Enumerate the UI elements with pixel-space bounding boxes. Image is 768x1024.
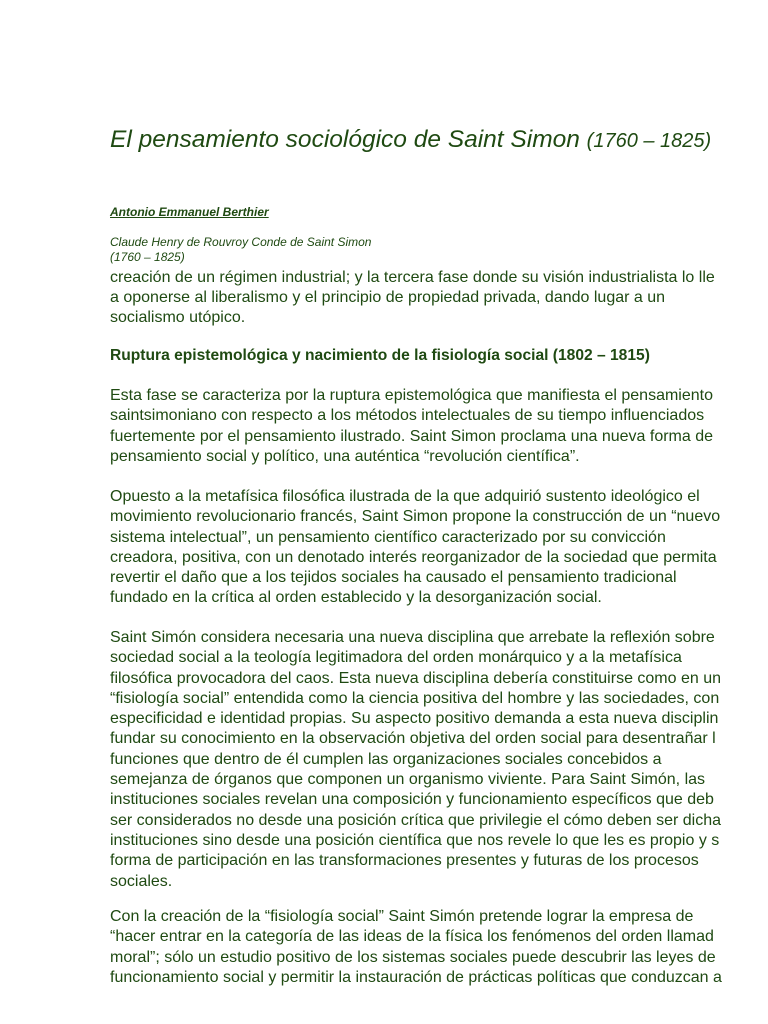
paragraph xyxy=(110,487,720,609)
paragraph xyxy=(110,628,721,892)
text-line: instituciones sino desde una posición científica que nos revele lo que les es propio y s xyxy=(110,831,720,849)
text-line: pensamiento social y político, una auténtica “revolución científica”. xyxy=(110,447,580,465)
author-name: Antonio Emmanuel Berthier xyxy=(110,205,269,219)
paragraph xyxy=(110,907,722,988)
text-line: Opuesto a la metafísica filosófica ilustrada de la que adquirió sustento ideológico el xyxy=(110,488,700,505)
text-line: sistema intelectual”, un pensamiento científico caracterizado por su convicción xyxy=(110,528,666,546)
text-line: creadora, positiva, con un denotado interés reorganizador de la sociedad que permita xyxy=(110,548,717,566)
text-line: “fisiología social” entendida como la ciencia positiva del hombre y las sociedades, con xyxy=(110,689,720,707)
text-line: Saint Simón considera necesaria una nueva disciplina que arrebate la reflexión sobre xyxy=(110,629,715,646)
text-line: forma de participación en las transformaciones presentes y futuras de los procesos xyxy=(110,852,699,870)
text-line: sociales. xyxy=(110,872,173,890)
text-line: funciones que dentro de él cumplen las organizaciones sociales concebidos a xyxy=(110,750,662,768)
subject-caption xyxy=(110,235,371,264)
text-line: sociedad social a la teología legitimadora del orden monárquico y a la metafísica xyxy=(110,649,682,667)
text-line: moral”; sólo un estudio positivo de los sistemas sociales puede descubrir las leyes de xyxy=(110,948,716,966)
section-heading: Ruptura epistemológica y nacimiento de la fisiología social (1802 – 1815) xyxy=(110,347,650,364)
text-line: fuertemente por el pensamiento ilustrado. Saint Simon proclama una nueva forma de xyxy=(110,427,714,445)
text-line: saintsimoniano con respecto a los métodos intelectuales de su tiempo influenciados xyxy=(110,407,705,425)
paragraph xyxy=(110,386,713,467)
text-line: Esta fase se caracteriza por la ruptura epistemológica que manifiesta el pensamiento xyxy=(110,387,713,404)
text-line: “hacer entrar en la categoría de las ideas de la física los fenómenos del orden llamad xyxy=(110,928,714,946)
text-line: movimiento revolucionario francés, Saint Simon propone la construcción de un “nuevo xyxy=(110,508,721,526)
text-line: especificidad e identidad propias. Su aspecto positivo demanda a esta nueva disciplin xyxy=(110,710,719,728)
text-line: ser considerados no desde una posición crítica que privilegie el cómo deben ser dicha xyxy=(110,811,722,829)
title-text: El pensamiento sociológico de Saint Simon xyxy=(110,126,580,153)
text-line: funcionamiento social y permitir la instauración de prácticas políticas que conduzcan a xyxy=(110,968,722,986)
text-line: filosófica provocadora del caos. Esta nueva disciplina debería constituirse como en un xyxy=(110,669,722,687)
text-line: instituciones sociales revelan una composición y funcionamiento específicos que deb xyxy=(110,791,714,809)
text-line: semejanza de órganos que componen un organismo viviente. Para Saint Simón, las xyxy=(110,771,706,789)
text-line: socialismo utópico. xyxy=(110,309,246,327)
subject-years: (1760 – 1825) xyxy=(110,249,185,264)
document-title xyxy=(110,124,711,157)
subject-name: Claude Henry de Rouvroy Conde de Saint Simon xyxy=(110,235,372,249)
intro-paragraph xyxy=(110,268,768,329)
text-line: Con la creación de la “fisiología social” Saint Simón pretende lograr la empresa de xyxy=(110,908,694,925)
text-line: fundado en la crítica al orden establecido y la desorganización social. xyxy=(110,589,602,607)
text-line: creación de un régimen industrial; y la tercera fase donde su visión industrialista lo lle xyxy=(110,269,715,286)
text-line: fundar su conocimiento en la observación objetiva del orden social para desentrañar l xyxy=(110,730,716,748)
text-line: a oponerse al liberalismo y el principio de propiedad privada, dando lugar a un xyxy=(110,289,666,307)
text-line: revertir el daño que a los tejidos sociales ha causado el pensamiento tradicional xyxy=(110,569,677,587)
title-years: (1760 – 1825) xyxy=(586,130,712,152)
